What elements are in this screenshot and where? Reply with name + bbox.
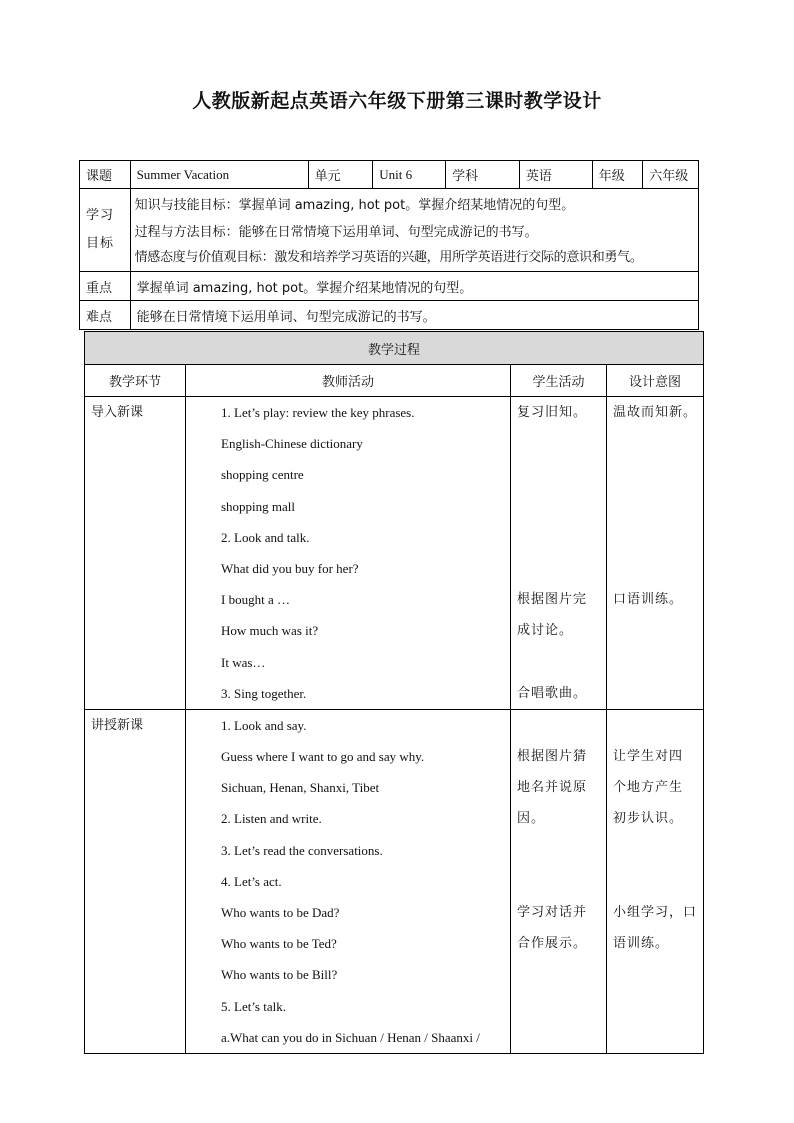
stage-cell (85, 709, 186, 1053)
teacher-line: Who wants to be Ted? (221, 936, 337, 952)
teacher-line: Sichuan, Henan, Shanxi, Tibet (221, 780, 380, 796)
intent-line: 初步认识。 (613, 811, 684, 827)
intent-line (613, 459, 700, 490)
teacher-line: 3. Let’s read the conversations. (221, 842, 383, 858)
student-line (517, 959, 603, 990)
stage-label: 导入新课 (91, 405, 144, 420)
student-line (517, 459, 603, 490)
teacher-line: What did you buy for her? (221, 560, 359, 576)
goal-knowledge: 知识与技能目标：掌握单词 amazing, hot pot。掌握介绍某地情况的句型。 (134, 197, 575, 213)
teacher-line: How much was it? (221, 623, 319, 639)
teacher-activity-cell (186, 709, 511, 1053)
teacher-line: Who wants to be Bill? (221, 967, 338, 983)
column-header: 设计意图 (607, 365, 704, 397)
teacher-line: English-Chinese dictionary (221, 436, 363, 452)
grade-value: 六年级 (643, 161, 699, 189)
intent-line (613, 522, 700, 553)
teacher-line: 2. Look and talk. (221, 529, 310, 545)
key-label: 重点 (80, 272, 131, 301)
teacher-activity-cell (186, 397, 511, 710)
column-header: 教学环节 (85, 365, 186, 397)
student-line (517, 991, 603, 1022)
intent-line (613, 1022, 700, 1053)
teacher-line: It was… (221, 654, 266, 670)
student-activity-cell (511, 397, 607, 710)
student-line (517, 710, 603, 741)
goals-label: 学习目标 (80, 189, 131, 272)
intent-line: 温故而知新。 (613, 405, 698, 420)
student-line (517, 522, 603, 553)
teacher-line: 1. Look and say. (221, 717, 307, 733)
teacher-line: Guess where I want to go and say why. (221, 749, 425, 765)
teacher-line: 2. Listen and write. (221, 811, 322, 827)
student-line (517, 428, 603, 459)
goal-emotion: 情感态度与价值观目标：激发和培养学习英语的兴趣，用所学英语进行交际的意识和勇气。 (134, 249, 643, 265)
student-line: 根据图片完 (517, 592, 588, 608)
subject-label: 学科 (446, 161, 520, 189)
student-line: 合唱歌曲。 (517, 685, 588, 701)
teaching-process-table (84, 331, 704, 1054)
stage-cell (85, 397, 186, 710)
column-header: 学生活动 (511, 365, 607, 397)
column-header: 教师活动 (186, 365, 511, 397)
intent-line: 小组学习，口 (613, 905, 698, 920)
table-row (85, 709, 704, 1053)
teacher-line: 3. Sing together. (221, 685, 307, 701)
lesson-info-table (79, 160, 699, 330)
intent-line (613, 991, 700, 1022)
student-line: 成讨论。 (517, 623, 574, 639)
intent-line (613, 615, 700, 646)
intent-line (613, 959, 700, 990)
topic-value: Summer Vacation (130, 161, 308, 189)
student-line (517, 835, 603, 866)
teacher-line: 5. Let’s talk. (221, 998, 286, 1014)
student-line (517, 866, 603, 897)
student-line: 因。 (517, 811, 546, 827)
student-line: 学习对话并 (517, 905, 588, 920)
intent-line: 让学生对四 (613, 749, 684, 765)
teacher-line: shopping centre (221, 467, 304, 483)
intent-line (613, 835, 700, 866)
stage-label: 讲授新课 (91, 717, 144, 733)
student-activity-cell (511, 709, 607, 1053)
topic-label: 课题 (80, 161, 131, 189)
student-line: 复习旧知。 (517, 405, 588, 420)
unit-label: 单元 (308, 161, 373, 189)
goals-cell (130, 189, 698, 272)
student-line (517, 491, 603, 522)
intent-line (613, 553, 700, 584)
intent-line (613, 866, 700, 897)
intent-line (613, 428, 700, 459)
grade-label: 年级 (592, 161, 643, 189)
design-intent-cell (607, 397, 704, 710)
student-line (517, 647, 603, 678)
teacher-line: I bought a … (221, 592, 290, 608)
table-row (85, 397, 704, 710)
teacher-line: a.What can you do in Sichuan / Henan / Shaanxi / (221, 1029, 480, 1045)
goal-process: 过程与方法目标：能够在日常情境下运用单词、句型完成游记的书写。 (134, 224, 538, 240)
teacher-line: shopping mall (221, 498, 296, 514)
student-line (517, 1022, 603, 1053)
student-line: 合作展示。 (517, 936, 588, 952)
intent-line: 个地方产生 (613, 780, 684, 796)
page-title: 人教版新起点英语六年级下册第三课时教学设计 (192, 90, 602, 112)
intent-line (613, 710, 700, 741)
teacher-line: 4. Let’s act. (221, 873, 282, 889)
key-value: 掌握单词 amazing, hot pot。掌握介绍某地情况的句型。 (130, 272, 698, 301)
teacher-line: Who wants to be Dad? (221, 905, 340, 920)
intent-line (613, 491, 700, 522)
student-line: 根据图片猜 (517, 749, 588, 765)
unit-value: Unit 6 (373, 161, 446, 189)
process-header: 教学过程 (85, 332, 704, 365)
intent-line: 语训练。 (613, 936, 670, 952)
intent-line (613, 647, 700, 678)
difficulty-value: 能够在日常情境下运用单词、句型完成游记的书写。 (130, 301, 698, 330)
teacher-line: 1. Let’s play: review the key phrases. (221, 405, 415, 420)
design-intent-cell (607, 709, 704, 1053)
student-line: 地名并说原 (517, 780, 588, 796)
difficulty-label: 难点 (80, 301, 131, 330)
subject-value: 英语 (519, 161, 592, 189)
intent-line: 口语训练。 (613, 592, 684, 608)
student-line (517, 553, 603, 584)
intent-line (613, 678, 700, 709)
